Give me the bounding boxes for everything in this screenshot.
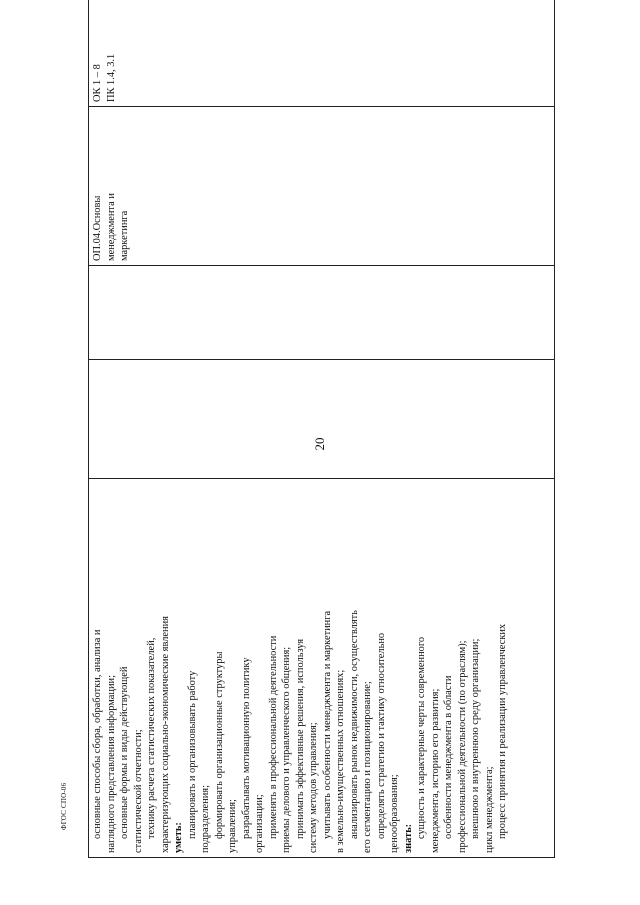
- content-line: определять стратегию и тактику относительно: [375, 632, 387, 839]
- content-line: технику расчета статистических показателей,: [146, 637, 157, 839]
- content-cell: [89, 479, 555, 858]
- competence-table: [88, 0, 555, 858]
- content-line: в земельно-имущественных отношениях;: [335, 669, 346, 853]
- discipline-line: менеджмента и: [105, 193, 117, 261]
- content-line: цикл менеджмента;: [483, 766, 495, 853]
- content-line: разрабатывать мотивационную политику: [240, 657, 252, 839]
- content-line: особенности менеджмента в области: [443, 675, 454, 839]
- footer-code: ФГОС СПО-06: [60, 782, 68, 830]
- discipline-line: маркетинга: [119, 210, 130, 261]
- section-heading: уметь:: [173, 822, 184, 853]
- content-line: формировать организационные структуры: [213, 651, 225, 839]
- content-line: его сегментацию и позиционирование;: [362, 681, 373, 853]
- content-line: статистической отчетности;: [132, 729, 144, 853]
- content-line: применять в профессиональной деятельности: [267, 635, 279, 839]
- content-line: основные способы сбора, обработки, анализа и: [92, 629, 103, 839]
- content-line: процесс принятия и реализации управленческих: [497, 623, 508, 839]
- content-line: приемы делового и управленческого общения;: [281, 646, 292, 853]
- content-line: ценообразования;: [389, 774, 400, 853]
- content-line: принимать эффективные решения, используя: [294, 638, 306, 839]
- content-line: наглядного представления информации;: [105, 675, 117, 853]
- competence-line: ПК 1.4, 3.1: [105, 53, 117, 102]
- discipline-line: ОП.04.Основы: [92, 195, 103, 261]
- content-line: анализировать рынок недвижимости, осуществлять: [348, 610, 360, 839]
- content-line: подразделения;: [200, 785, 211, 853]
- content-line: сущность и характерные черты современного: [416, 636, 427, 839]
- competence-cell: [89, 0, 555, 107]
- content-line: организации;: [254, 794, 265, 853]
- content-line: характеризующих социально-экономические явления: [159, 616, 171, 853]
- content-line: планировать и организовывать работу: [186, 670, 198, 839]
- discipline-cell: [89, 107, 555, 266]
- standard-table: [88, 32, 555, 858]
- content-line: систему методов управления;: [308, 722, 319, 853]
- content-line: профессиональной деятельности (по отраслям);: [456, 640, 468, 853]
- empty-cell-hours: [89, 360, 555, 479]
- page-number: 20: [312, 437, 327, 451]
- content-line: менеджмента, историю его развития;: [429, 688, 441, 853]
- content-line: основные формы и виды действующей: [119, 666, 130, 839]
- content-line: учитывать особенности менеджмента и маркетинга: [321, 610, 333, 839]
- content-line: внешнюю и внутреннюю среду организации;: [470, 638, 481, 839]
- content-line: управления;: [227, 799, 238, 853]
- empty-cell-study-hours: [89, 266, 555, 360]
- section-heading: знать:: [402, 823, 414, 853]
- competence-line: ОК 1 – 8: [92, 64, 103, 102]
- table-row: [89, 0, 555, 858]
